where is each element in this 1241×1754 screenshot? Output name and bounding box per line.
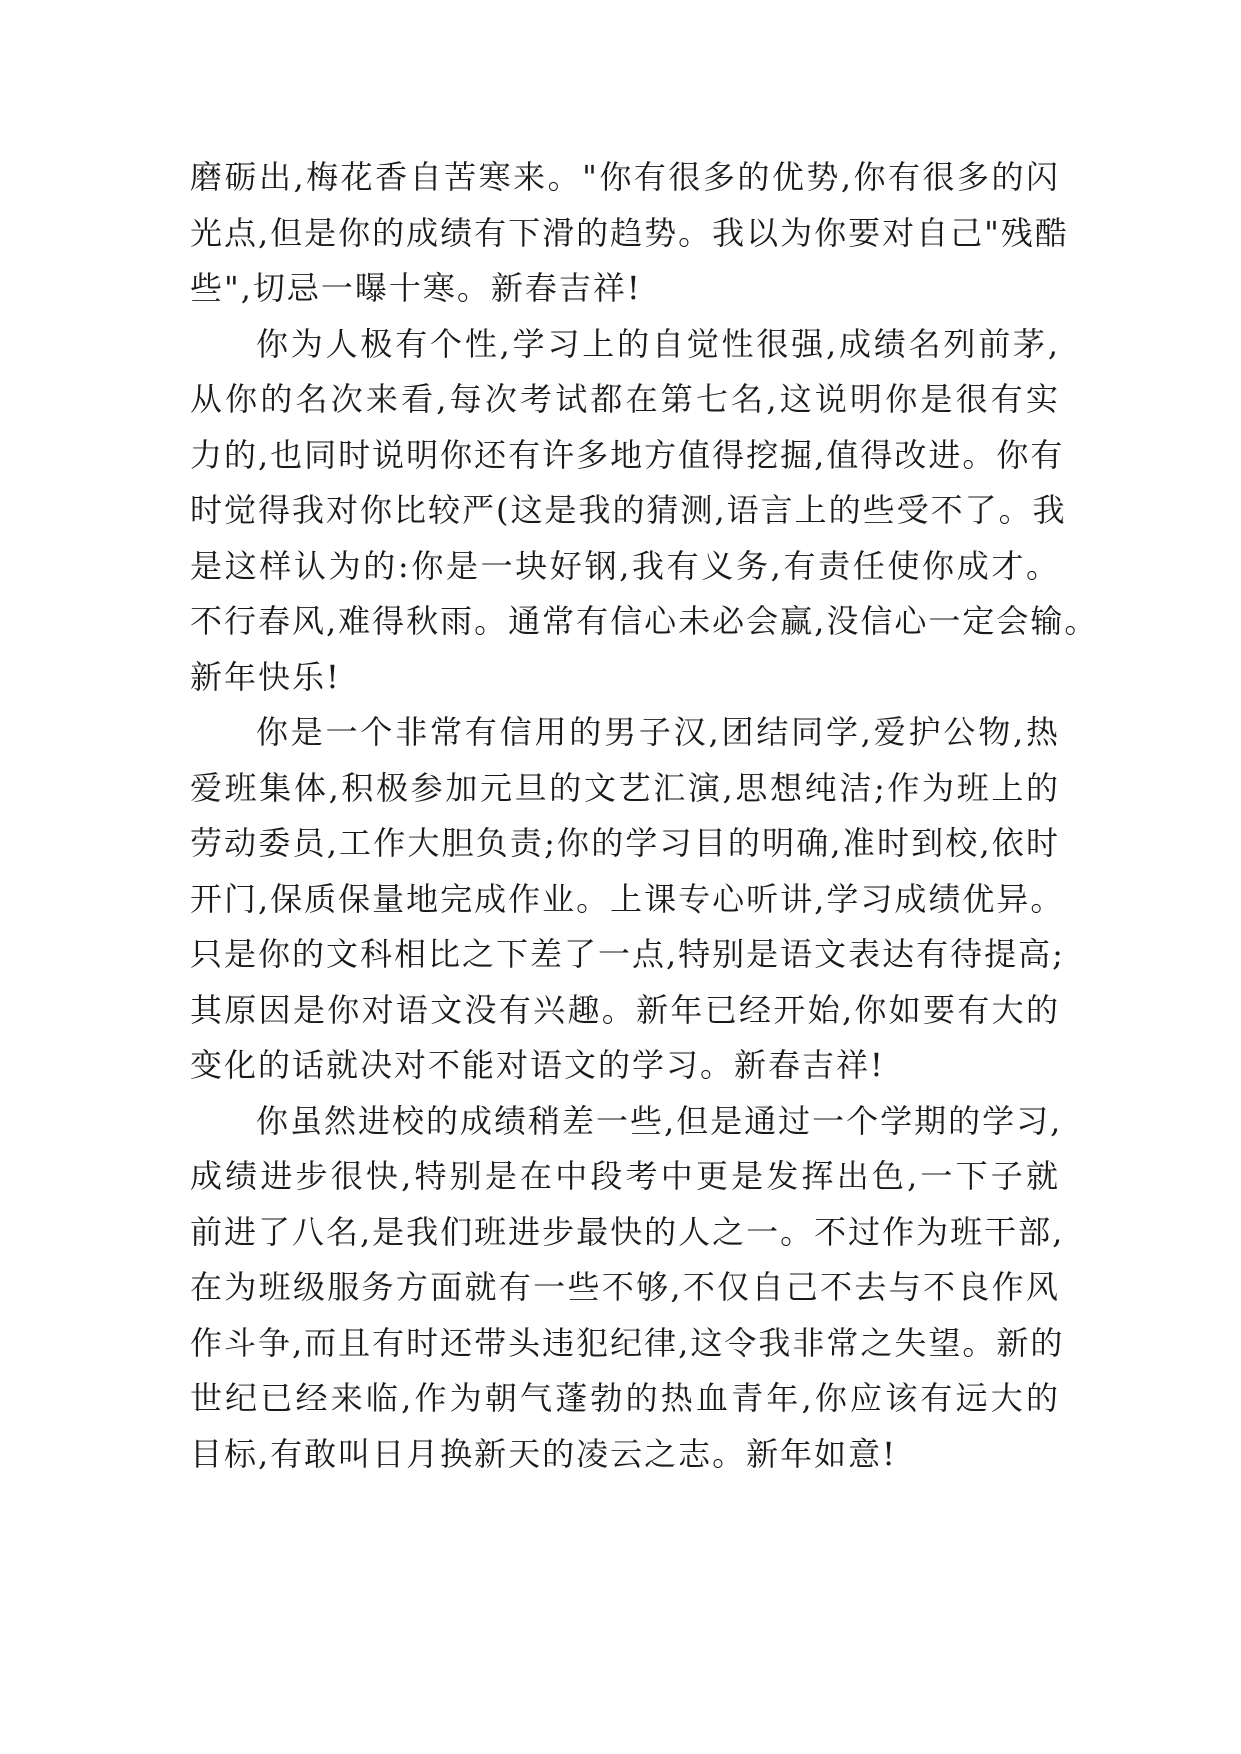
text-line: 前进了八名,是我们班进步最快的人之一。不过作为班干部, bbox=[190, 1212, 1065, 1251]
text-line: 光点,但是你的成绩有下滑的趋势。我以为你要对自己"残酷 bbox=[190, 213, 1069, 252]
text-line: 是这样认为的:你是一块好钢,我有义务,有责任使你成才。 bbox=[190, 546, 1060, 585]
text-line: 力的,也同时说明你还有许多地方值得挖掘,值得改进。你有 bbox=[190, 435, 1065, 474]
text-line: 作斗争,而且有时还带头违犯纪律,这令我非常之失望。新的 bbox=[190, 1323, 1065, 1362]
text-line: 些",切忌一曝十寒。新春吉祥! bbox=[190, 269, 642, 307]
document-body bbox=[190, 150, 1099, 1482]
text-line: 新年快乐! bbox=[190, 657, 341, 696]
text-line: 变化的话就决对不能对语文的学习。新春吉祥! bbox=[190, 1046, 885, 1084]
text-line: 成绩进步很快,特别是在中段考中更是发挥出色,一下子就 bbox=[190, 1157, 1060, 1195]
text-line: 时觉得我对你比较严(这是我的猜测,语言上的些受不了。我 bbox=[190, 491, 1067, 529]
text-line: 你虽然进校的成绩稍差一些,但是通过一个学期的学习, bbox=[256, 1101, 1063, 1140]
text-line: 不行春风,难得秋雨。通常有信心未必会赢,没信心一定会输。 bbox=[190, 602, 1099, 640]
text-line: 只是你的文科相比之下差了一点,特别是语文表达有待提高; bbox=[190, 935, 1065, 973]
text-line: 你是一个非常有信用的男子汉,团结同学,爱护公物,热 bbox=[256, 713, 1060, 751]
text-line: 其原因是你对语文没有兴趣。新年已经开始,你如要有大的 bbox=[190, 990, 1060, 1029]
text-line: 开门,保质保量地完成作业。上课专心听讲,学习成绩优异。 bbox=[190, 879, 1065, 918]
text-line: 劳动委员,工作大胆负责;你的学习目的明确,准时到校,依时 bbox=[190, 824, 1060, 862]
text-line: 目标,有敢叫日月换新天的凌云之志。新年如意! bbox=[190, 1434, 898, 1473]
text-line: 在为班级服务方面就有一些不够,不仅自己不去与不良作风 bbox=[190, 1268, 1060, 1306]
text-line: 世纪已经来临,作为朝气蓬勃的热血青年,你应该有远大的 bbox=[190, 1379, 1060, 1417]
text-line: 从你的名次来看,每次考试都在第七名,这说明你是很有实 bbox=[190, 380, 1060, 418]
text-line: 爱班集体,积极参加元旦的文艺汇演,思想纯洁;作为班上的 bbox=[190, 768, 1060, 807]
text-line: 你为人极有个性,学习上的自觉性很强,成绩名列前茅, bbox=[256, 324, 1060, 363]
text-line: 磨砺出,梅花香自苦寒来。"你有很多的优势,你有很多的闪 bbox=[190, 158, 1060, 196]
